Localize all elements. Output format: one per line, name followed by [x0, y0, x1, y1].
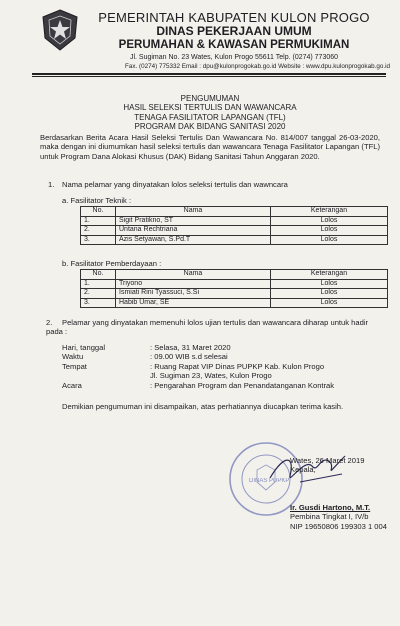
header-no: No.	[81, 207, 116, 217]
header-keterangan: Keterangan	[271, 270, 388, 280]
header-no: No.	[81, 270, 116, 280]
cell-no: 3.	[81, 298, 116, 308]
cell-keterangan: Lolos	[271, 289, 388, 299]
cell-no: 1.	[81, 216, 116, 226]
schedule-value: Jl. Sugiman 23, Wates, Kulon Progo	[150, 371, 272, 381]
schedule-key: Hari, tanggal	[62, 343, 106, 352]
cell-nama: Triyono	[116, 279, 271, 289]
title-line-3: TENAGA FASILITATOR LAPANGAN (TFL)	[134, 112, 286, 122]
cell-no: 2.	[81, 289, 116, 299]
signature-block	[290, 456, 387, 531]
signature-nip: NIP 19650806 199303 1 004	[290, 521, 387, 531]
table-row	[81, 298, 388, 308]
cell-nama: Untana Rechtriana	[116, 226, 271, 236]
letterhead-contact: Fax. (0274) 775332 Email : dpu@kulonprogokab.go.id Website : www.dpu.kulonprogokab.go.id	[125, 63, 390, 70]
intro-paragraph: Berdasarkan Berita Acara Hasil Seleksi Tertulis Dan Wawancara No. 814/007 tanggal 26-03-2020, maka dengan ini diumumkan hasil seleksi tertulis dan wawancara Tenaga Fasilitator Lapangan (TFL) untuk Program Dana Alokasi Khusus (DAK) Bidang Sanitasi Tahun Anggaran 2020.	[40, 133, 380, 161]
schedule-key: Tempat	[62, 361, 87, 371]
letterhead-department: DINAS PEKERJAAN UMUM	[156, 24, 312, 38]
kulon-progo-logo-icon	[40, 8, 80, 52]
cell-keterangan: Lolos	[271, 226, 388, 236]
cell-nama: Azis Setyawan, S.Pd.T	[116, 235, 271, 245]
point-1-number: 1.	[48, 180, 55, 189]
cell-keterangan: Lolos	[271, 279, 388, 289]
letterhead-rule-thick	[32, 73, 386, 75]
letterhead-rule-thin	[32, 76, 386, 77]
signature-rank: Pembina Tingkat I, IV/b	[290, 512, 369, 522]
cell-nama: Ismiati Rini Tyassuci, S.Si	[116, 289, 271, 299]
title-line-2: HASIL SELEKSI TERTULIS DAN WAWANCARA	[123, 103, 297, 113]
schedule-value: : 09.00 WIB s.d selesai	[150, 352, 228, 362]
schedule-key: Acara	[62, 380, 82, 390]
point-1	[48, 180, 288, 189]
point-1-text: Nama pelamar yang dinyatakan lolos seleksi tertulis dan wawncara	[62, 180, 288, 189]
letterhead-government: PEMERINTAH KABUPATEN KULON PROGO	[98, 10, 370, 25]
point-2-number: 2.	[46, 318, 53, 327]
schedule-value: : Selasa, 31 Maret 2020	[150, 343, 231, 352]
cell-keterangan: Lolos	[271, 216, 388, 226]
signature-name: Ir. Gusdi Hartono, M.T.	[290, 502, 371, 512]
section-b-label: b. Fasilitator Pemberdayaan :	[62, 259, 162, 268]
table-row	[81, 289, 388, 299]
section-a-label: a. Fasilitator Teknik :	[62, 196, 132, 205]
table-row	[81, 216, 388, 226]
announcement-title	[40, 94, 380, 132]
table-row	[81, 235, 388, 245]
point-2-text: Pelamar yang dinyatakan memenuhi lolos ujian tertulis dan wawancara diharap untuk hadir pada :	[46, 318, 369, 337]
cell-keterangan: Lolos	[271, 298, 388, 308]
schedule-key: Waktu	[62, 352, 84, 362]
header-keterangan: Keterangan	[271, 207, 388, 217]
schedule-value: : Ruang Rapat VIP Dinas PUPKP Kab. Kulon Progo	[150, 361, 325, 371]
signature-place-date: Wates, 26 Maret 2019	[290, 456, 365, 465]
letterhead	[84, 10, 384, 62]
title-line-4: PROGRAM DAK BIDANG SANITASI 2020	[134, 122, 286, 132]
point-2	[46, 318, 376, 337]
cell-no: 3.	[81, 235, 116, 245]
closing-text: Demikian pengumuman ini disampaikan, atas perhatiannya diucapkan terima kasih.	[62, 402, 344, 411]
header-nama: Nama	[116, 207, 271, 217]
schedule-value: : Pengarahan Program dan Penandatanganan Kontrak	[150, 380, 335, 390]
letterhead-address: Jl. Sugiman No. 23 Wates, Kulon Progo 55611 Telp. (0274) 773060	[129, 54, 339, 61]
cell-nama: Habib Umar, SE	[116, 298, 271, 308]
letterhead-division: PERUMAHAN & KAWASAN PERMUKIMAN	[118, 39, 350, 51]
cell-no: 2.	[81, 226, 116, 236]
cell-no: 1.	[81, 279, 116, 289]
table-fasilitator-teknik	[80, 206, 388, 245]
table-row	[81, 226, 388, 236]
stamp-text: DINAS PUPKP	[249, 478, 290, 484]
cell-nama: Sigit Pratikno, ST	[116, 216, 271, 226]
title-line-1: PENGUMUMAN	[180, 94, 240, 103]
signature-title: Kepala,	[290, 465, 316, 475]
cell-keterangan: Lolos	[271, 235, 388, 245]
table-row	[81, 279, 388, 289]
table-fasilitator-pemberdayaan	[80, 269, 388, 308]
header-nama: Nama	[116, 270, 271, 280]
